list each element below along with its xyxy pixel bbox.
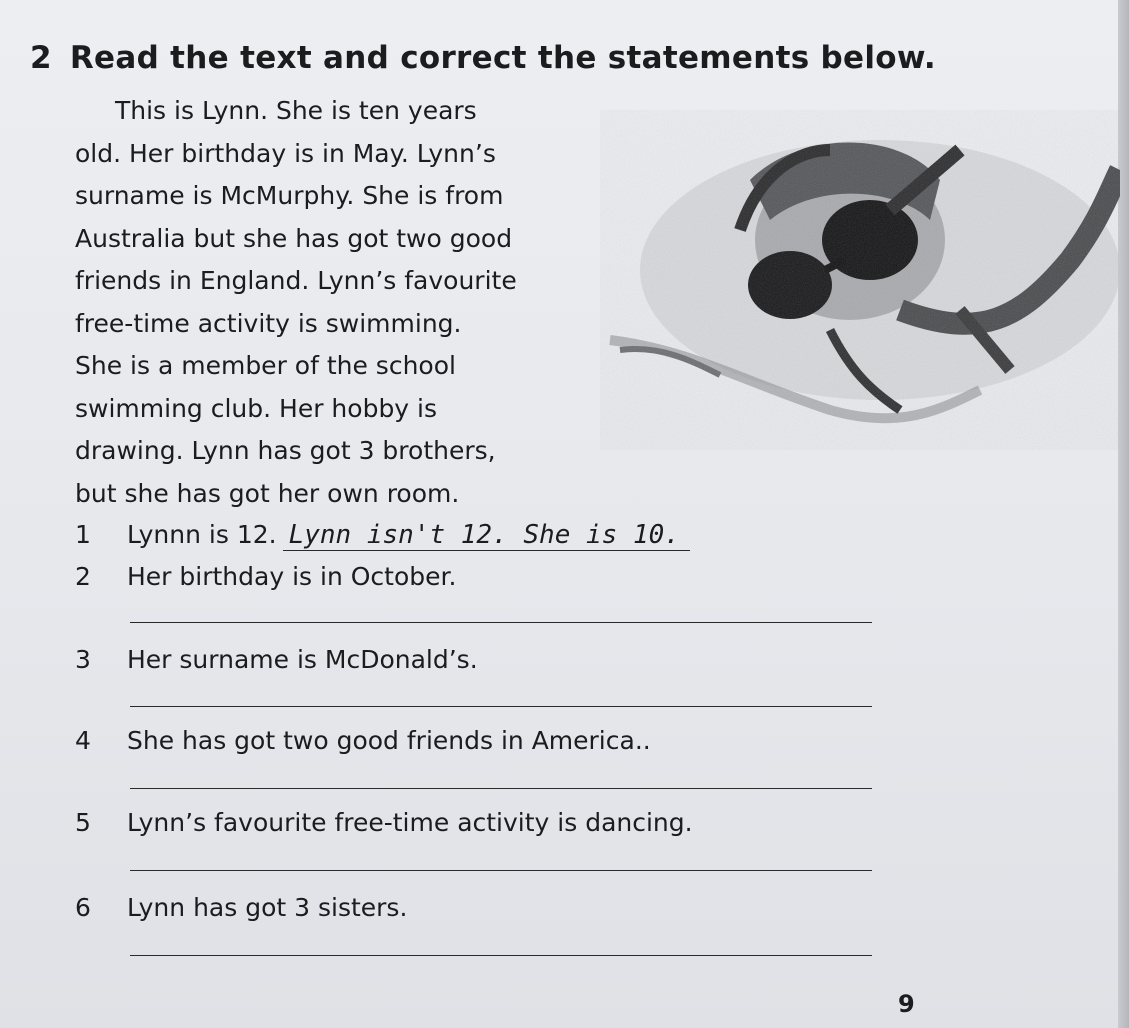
reading-line: This is Lynn. She is ten years [115,96,477,125]
reading-line: surname is McMurphy. She is from [75,181,504,210]
exercise-number: 2 [30,40,52,76]
statement-text: Lynnn is 12. [127,520,277,549]
answer-line-2[interactable] [130,622,872,623]
reading-line: She is a member of the school [75,351,456,380]
statement-number: 5 [75,808,91,837]
reading-line: Australia but she has got two good [75,223,513,253]
statement-text: Lynn’s favourite free-time activity is dancing. [127,808,693,837]
statement-2 [75,562,456,591]
page-number: 9 [898,990,915,1018]
statement-3 [75,645,478,674]
statement-text: Lynn has got 3 sisters. [127,893,408,922]
reading-text [75,90,555,515]
statement-number: 4 [75,726,91,755]
answer-field-1[interactable]: Lynn isn't 12. She is 10. [283,520,690,551]
statement-1 [75,520,690,551]
answer-line-4[interactable] [130,788,872,789]
exercise-heading [30,40,936,76]
exercise-instruction: Read the text and correct the statements below. [69,40,936,76]
reading-line: but she has got her own room. [75,478,460,508]
answer-line-5[interactable] [130,870,872,871]
statement-text: Her surname is McDonald’s. [127,645,478,674]
reading-line: friends in England. Lynn’s favourite [75,266,517,295]
answer-line-6[interactable] [130,955,872,956]
statement-number: 1 [75,520,91,549]
statement-number: 2 [75,562,91,591]
statement-number: 3 [75,645,91,674]
statement-5 [75,808,693,837]
reading-line: swimming club. Her hobby is [75,393,438,423]
statement-number: 6 [75,893,91,922]
answer-line-3[interactable] [130,706,872,707]
swimmer-photo [600,110,1120,450]
reading-line: free-time activity is swimming. [75,308,462,338]
statement-4 [75,726,651,755]
reading-line: old. Her birthday is in May. Lynn’s [75,138,496,168]
statement-text: Her birthday is in October. [127,562,457,591]
statement-6 [75,893,407,922]
statement-text: She has got two good friends in America.. [127,726,651,755]
reading-line: drawing. Lynn has got 3 brothers, [75,436,496,465]
